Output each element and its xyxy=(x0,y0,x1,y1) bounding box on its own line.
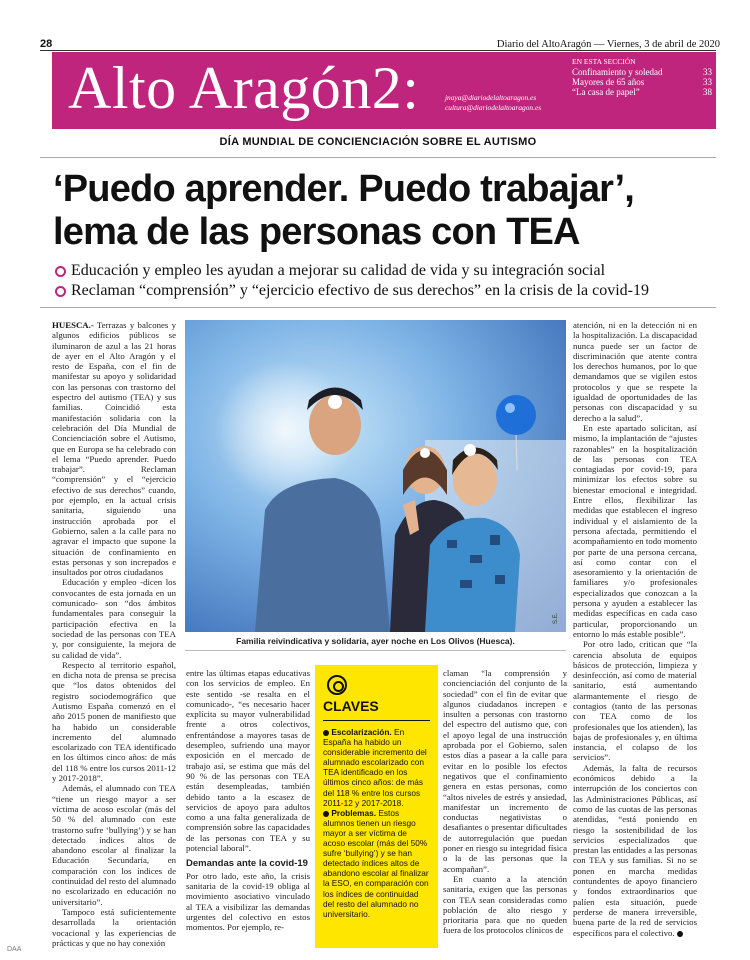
bullet-icon xyxy=(55,266,66,277)
section-subhead: Demandas ante la covid-19 xyxy=(186,858,308,870)
photo-credit: S.E. xyxy=(553,612,559,624)
subhead-rule xyxy=(40,307,716,308)
section-index-item: Confinamiento y soledad 33 xyxy=(572,67,712,77)
bullet-icon xyxy=(55,286,66,297)
section-index-heading: EN ESTA SECCIÓN xyxy=(572,57,636,66)
claves-item-2: Problemas. Estos alumnos tienen un riesgo mayor a ser víctima de acoso escolar (más del 50% sufre ‘bullying’) y se han detectado índices altos de abandono escolar al finalizar la ESO, en comparación con los índices de continuidad del resto del alumnado no universitario. xyxy=(323,807,429,919)
section-index-item: “La casa de papel” 38 xyxy=(572,87,712,97)
family-photo xyxy=(185,320,566,632)
claves-title: CLAVES xyxy=(323,698,379,714)
claves-rule xyxy=(323,720,430,721)
article-kicker: DÍA MUNDIAL DE CONCIENCIACIÓN SOBRE EL AUTISMO xyxy=(219,136,537,148)
header-rule xyxy=(40,50,716,51)
page-number: 28 xyxy=(40,38,53,50)
section-index xyxy=(572,57,712,97)
article-subheads xyxy=(55,261,735,301)
claves-box xyxy=(315,665,438,948)
text-column-1: HUESCA.- Terrazas y balcones y algunos edificios públicos se iluminaron de azul a las 21 horas de ayer en el Alto Aragón y el resto de España, con el fin de manifestar su apoyo y solidaridad con las personas con trastorno del espectro del autismo (TEA) y sus familias. Coincidió esta manifestación solidaria con la celebración del Día Mundial de Concienciación sobre el Autismo, que en Europa se ha celebrado con el lema “Puedo aprender. Puedo trabajar”. Reclaman “comprensión” y el “ejercicio efectivo de sus derechos” cuando, por ejemplo, en la actual crisis sanitaria, siguiendo una instrucción aprobada por el Gobierno, salen a la calle para no agravar el impacto que supone la situación de confinamiento en estas personas y son increpados e insultados por otros ciudadanos Educación y empleo -dicen los convocantes de esta jornada en un comunicado- son “dos ámbitos fundamentales para conseguir la participación efectiva en la sociedad de las personas con TEA y, por consiguiente, la mejora de su calidad de vida”. Respecto al territorio español, en dicha nota de prensa se precisa que “los datos obtenidos del registro sociodemográfico que Autismo España comenzó en el año 2015 ponen de manifiesto que ha habido un considerable incremento del alumnado escolarizado con TEA identificado en los últimos cinco años: de más del 118 % entre los cursos 2011-12 y 2017-2018”. Además, el alumnado con TEA “tiene un riesgo mayor a ser víctima de acoso escolar (más del 50 % del alumnado con este trastorno sufre ‘bullying’) y se han detectado índices altos de abandono escolar al finalizar la Educación Secundaria, en comparación con los índices de continuidad del resto del alumnado no escolarizado en educación no universitario”. Tampoco está suficientemente desarrollada la orientación vocacional y las experiencias de prácticas y que no hay conexión xyxy=(52,320,176,948)
dateline: HUESCA.- xyxy=(52,320,94,330)
end-mark-icon xyxy=(677,931,683,937)
page-header xyxy=(40,36,720,50)
subhead-1: Educación y empleo les ayudan a mejorar su calidad de vida y su integración social xyxy=(55,261,735,281)
text-column-3: claman “la comprensión y concienciación del conjunto de la sociedad” con el fin de evitar que algunos ciudadanos increpen e insulten a personas con trastorno del espectro del autismo que, con el apoyo legal de una instrucción aprobada por el Gobierno, salen estos días a pasear a la calle para evitar en lo posible los efectos negativos que el confinamiento genera en estas personas, como “altos niveles de estrés y ansiedad, manifestar un incremento de conductas negativistas o desafiantes o presentar dificultades de autorregulación que puedan poner en riesgo su integridad física o la de las personas que la acompañan”. En cuanto a la atención sanitaria, exigen que las personas con TEA sean consideradas como población de alto riesgo y prioritaria para que no queden fuera de los protocolos clínicos de xyxy=(443,668,567,936)
contact-emails xyxy=(445,93,541,113)
email-2[interactable]: cultura@diariodelaltoaragon.es xyxy=(445,103,542,112)
article-photo xyxy=(185,320,566,632)
claves-item-1: Escolarización. En España ha habido un considerable incremento del alumnado escolarizado con TEA identificado en los últimos cinco años: de más del 118 % entre los cursos 2011-12 y 2017-2018. xyxy=(323,727,427,808)
caption-rule xyxy=(185,650,566,651)
email-1[interactable]: jnaya@diariodelaltoaragon.es xyxy=(445,93,537,102)
footer-credit: DAA xyxy=(7,946,22,953)
kicker-rule xyxy=(40,157,716,158)
section-banner xyxy=(52,52,716,129)
text-column-4: atención, ni en la detección ni en la hospitalización. La discapacidad nunca puede ser un factor de discriminación que atente contra los derechos humanos, por lo que demandamos que se vigilen estos protocolos y que se respete la igualdad de oportunidades de las personas con discapacidad y su derecho a la salud”. En este apartado solicitan, así mismo, la implantación de “ajustes razonables” en la hospitalización de las personas con TEA contagiadas por covid-19, para minimizar los efectos sobre su bienestar emocional e integridad. Entre ellos, flexibilizar las medidas que establecen el ingreso individual y el aislamiento de la persona afectada, permitiendo el acompañamiento en todo momento por parte de una persona cercana, así como contar con el asesoramiento y la orientación de familiares y/o profesionales especializados que conozcan a la persona y ayuden a establecer las medidas específicas en cada caso particular, proporcionando un entorno lo más estable posible”. Por otro lado, critican que “la carencia absoluta de equipos básicos de protección, limpieza y desinfección, así como de material sanitario, está aumentando alarmantemente el riesgo de contagios (tanto de las personas con TEA como de los profesionales que los atienden), las bajas de profesionales y, en última instancia, el colapso de los servicios”. Además, la falta de recursos económicos debido a la interrupción de los conciertos con las Administraciones Públicas, así como de las cuotas de las personas atendidas, “está poniendo en riesgo la sostenibilidad de los servicios especializados que prestan las entidades a las personas con TEA y sus familias. Si no se ponen en marcha medidas contundentes de apoyo financiero y fondos extraordinarios que palíen esta situación, puede perderse de manera irreversible, buena parte de la red de servicios específicos para el colectivo. xyxy=(573,320,697,938)
subhead-2: Reclaman “comprensión” y “ejercicio efectivo de sus derechos” en la crisis de la covid-19 xyxy=(55,281,735,301)
newspaper-date: Diario del AltoAragón — Viernes, 3 de abril de 2020 xyxy=(496,39,720,50)
section-index-item: Mayores de 65 años 33 xyxy=(572,77,712,87)
section-title: Alto Aragón2: xyxy=(68,55,420,121)
article-headline: ‘Puedo aprender. Puedo trabajar’, lema de las personas con TEA xyxy=(53,168,635,253)
photo-caption: Familia reivindicativa y solidaria, ayer noche en Los Olivos (Huesca). xyxy=(236,636,515,646)
text-column-2: entre las últimas etapas educativas con los servicios de empleo. En este sentido -se resalta en el comunicado-, “es necesario hacer explícita su mayor vulnerabilidad frente a otros colectivos, enfrentándose a mayores tasas de desempleo, sufriendo una mayor exposición en el mercado de trabajo así, se estima que más del 90 % de las personas con TEA están desempleadas, también debido tanto a la escasez de servicios de apoyo para adultos como a una falta generalizada de comprensión sobre las capacidades de las personas con TEA y su potencial laboral”. Demandas ante la covid-19 Por otro lado, este año, la crisis sanitaria de la covid-19 obliga al movimiento asociativo vinculado al TEA a visibilizar las demandas urgentes del colectivo en estos momentos. Por ejemplo, re- xyxy=(186,668,310,933)
key-icon xyxy=(327,675,347,695)
